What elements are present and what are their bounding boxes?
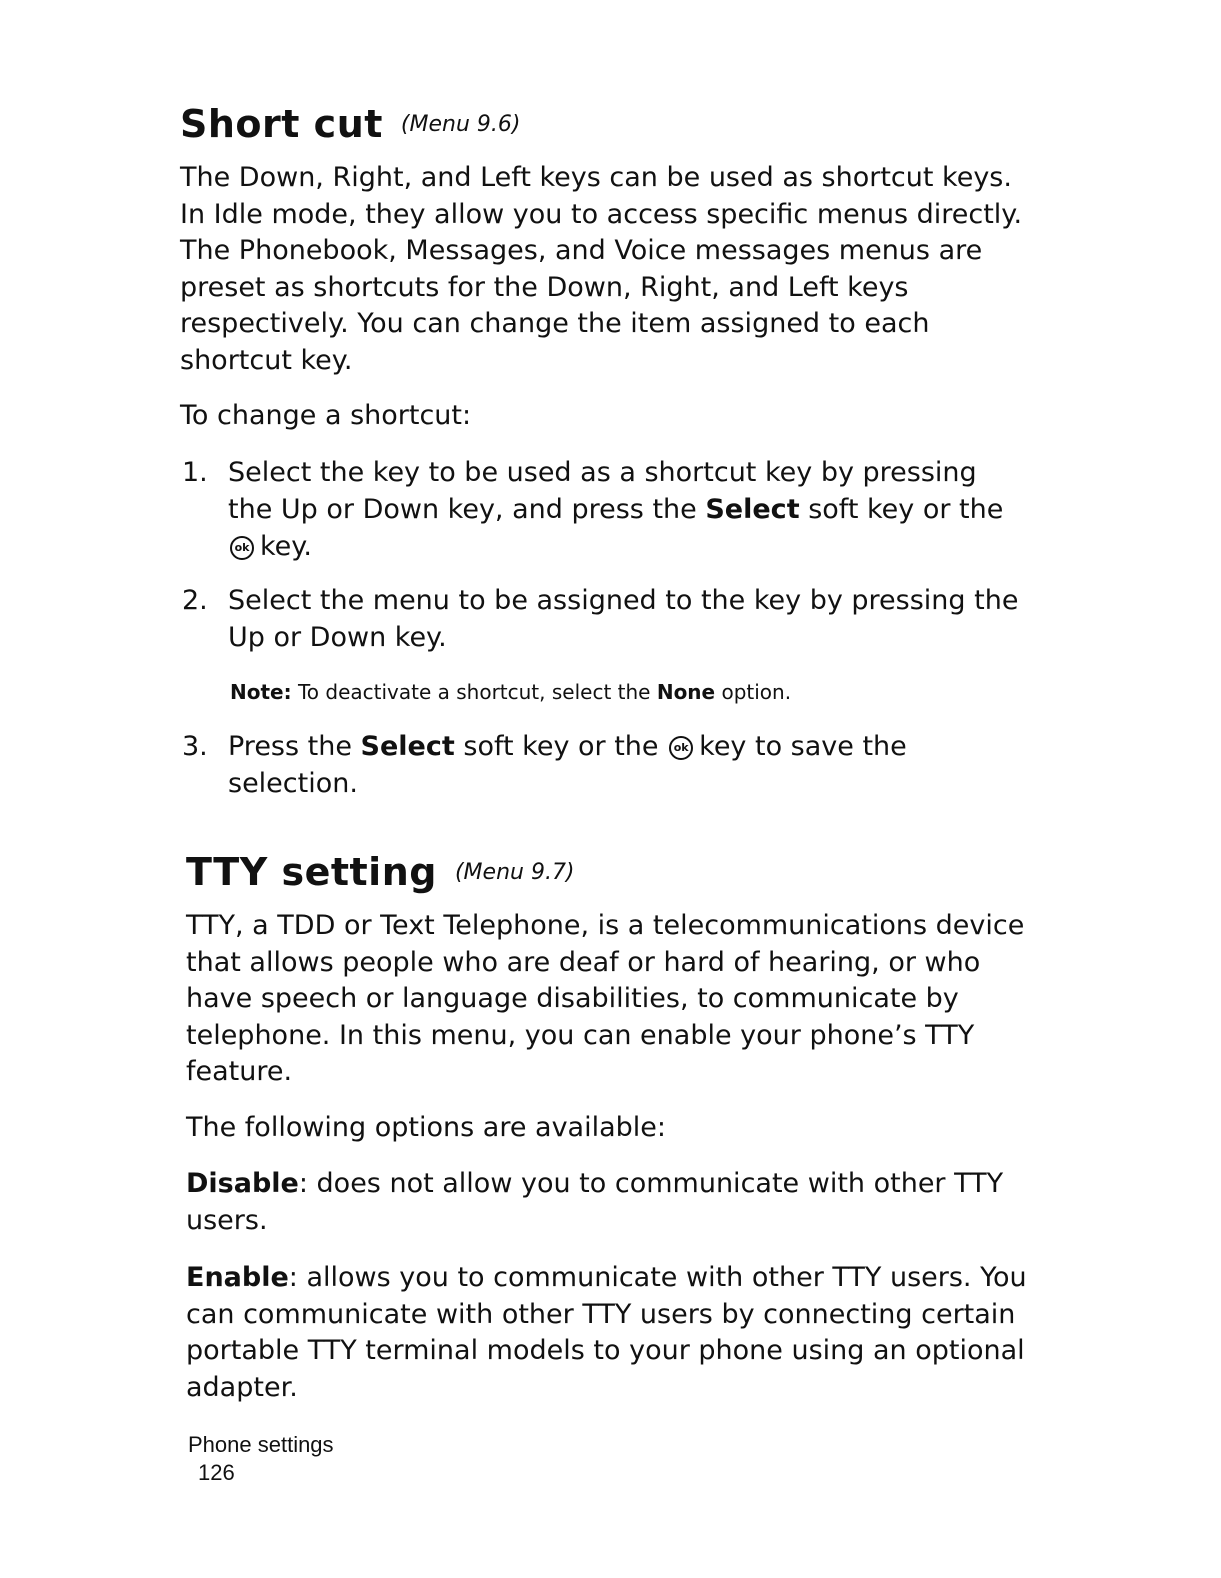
step-text: key. [260,531,312,562]
step-text: soft key or the [463,731,659,762]
shortcut-heading [180,102,520,147]
option-label: Enable [186,1262,289,1293]
tty-menu-ref: (Menu 9.7) [454,860,575,885]
ok-key-icon: ok [230,536,254,560]
note-text: To deactivate a shortcut, select the [297,680,651,704]
shortcut-title: Short cut [180,102,383,146]
tty-title: TTY setting [186,850,437,894]
step-number: 3. [182,731,208,762]
shortcut-note [230,678,1030,706]
option-label: Disable [186,1168,299,1199]
shortcut-to-change: To change a shortcut: [180,400,472,431]
footer-section-name: Phone settings [188,1432,334,1457]
select-keyword: Select [705,494,800,525]
step-text: soft key or the [808,494,1004,525]
tty-intro: TTY, a TDD or Text Telephone, is a telecommunications device that allows people who are deaf or hard of hearing, or who have speech or language disabilities, to communicate by telephone. In this menu, you can enable your phone’s TTY feature. [186,910,1025,1087]
option-desc: : does not allow you to communicate with other TTY users. [186,1168,1004,1236]
shortcut-step-3 [182,728,1028,802]
tty-option-enable [186,1260,1036,1406]
footer-page-number: 126 [198,1460,235,1485]
step-number: 1. [182,457,208,488]
shortcut-step-2 [182,582,1028,656]
step-number: 2. [182,585,208,616]
note-text: option. [721,680,792,704]
tty-options-intro: The following options are available: [186,1112,667,1143]
shortcut-menu-ref: (Menu 9.6) [400,112,521,137]
ok-key-icon: ok [669,736,693,760]
shortcut-step-1 [182,454,1028,565]
step-text: Select the menu to be assigned to the key by pressing the Up or Down key. [228,585,1019,653]
step-text: key to save the selection. [228,731,907,799]
step-text: Press the [228,731,352,762]
option-desc: : allows you to communicate with other TTY users. You can communicate with other TTY users by connecting certain portable TTY terminal models to your phone using an optional adapter. [186,1262,1027,1403]
note-label: Note: [230,680,292,704]
step-text: Select the key to be used as a shortcut key by pressing the Up or Down key, and press the [228,457,977,525]
tty-heading [186,850,575,895]
select-keyword: Select [360,731,455,762]
none-keyword: None [656,680,716,704]
tty-option-disable [186,1166,1036,1239]
shortcut-intro: The Down, Right, and Left keys can be used as shortcut keys. In Idle mode, they allow you to access specific menus directly. The Phonebook, Messages, and Voice messages menus are preset as shortcuts for the Down, Right, and Left keys respectively. You can change the item assigned to each shortcut key. [180,162,1023,376]
